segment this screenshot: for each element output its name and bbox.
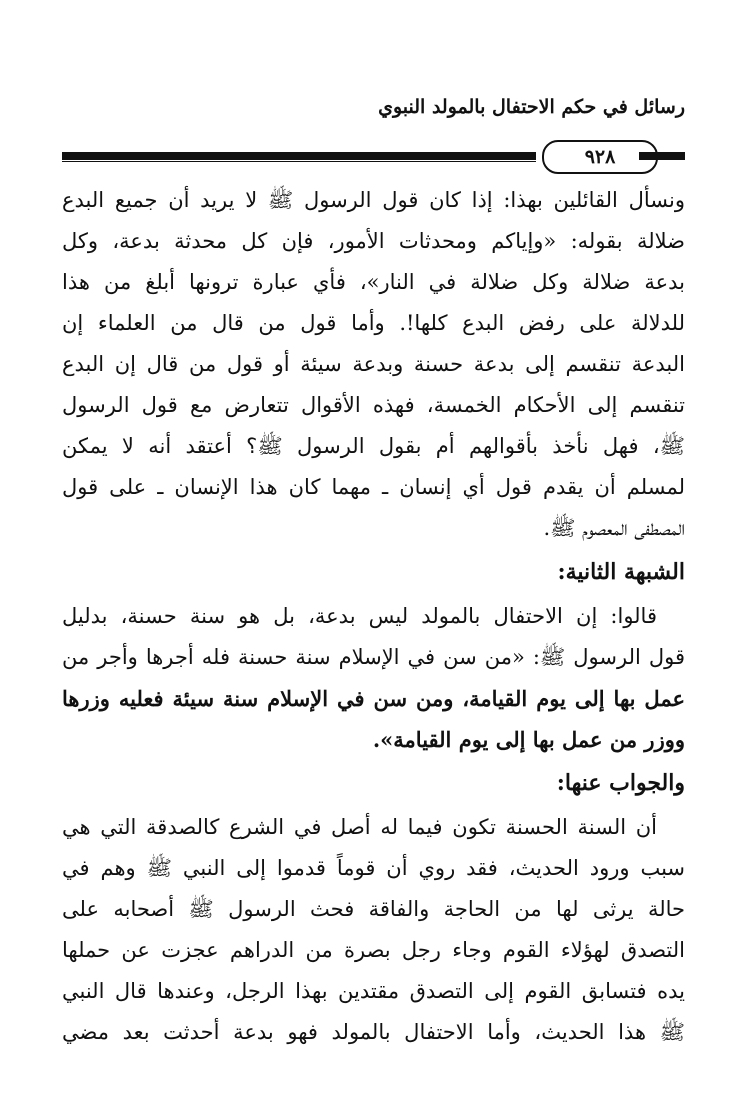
text-line: قول الرسول ﷺ: «من سن في الإسلام سنة حسنة فله أجرها وأجر من [62,645,685,669]
text-line: قالوا: إن الاحتفال بالمولد ليس بدعة، بل هو سنة حسنة، بدليل [62,604,657,628]
header-rule-right [639,152,685,160]
text-line: التصدق لهؤلاء القوم وجاء رجل بصرة من الدراهم عجزت عن حملها [62,938,685,962]
text-line: المصطفى المعصوم ﷺ. [543,516,685,540]
text-line: ونسأل القائلين بهذا: إذا كان قول الرسول ﷺ لا يريد أن جميع البدع [62,188,685,212]
text-line: عمل بها إلى يوم القيامة، ومن سن في الإسلام سنة سيئة فعليه وزرها [62,686,685,711]
text-line: يده فتسابق القوم إلى التصدق مقتدين بهذا الرجل، وعندها قال النبي [62,979,685,1003]
text-line: تنقسم إلى الأحكام الخمسة، فهذه الأقوال تتعارض مع قول الرسول [62,393,685,417]
text-line: لمسلم أن يقدم قول أي إنسان ـ مهما كان هذا الإنسان ـ على قول [62,475,685,499]
text-line: البدعة تنقسم إلى بدعة حسنة وبدعة سيئة أو قول من قال إن البدع [62,352,685,376]
header-rule [62,140,685,180]
text-line: ﷺ، فهل نأخذ بأقوالهم أم بقول الرسول ﷺ؟ أعتقد أنه لا يمكن [62,434,685,458]
text-line: ووزر من عمل بها إلى يوم القيامة». [372,727,685,752]
header-rule-left [62,152,536,160]
text-line: ضلالة بقوله: «وإياكم ومحدثات الأمور، فإن كل محدثة بدعة، وكل [62,229,685,253]
section-heading-answer: والجواب عنها: [556,770,685,796]
text-line: ﷺ هذا الحديث، وأما الاحتفال بالمولد فهو بدعة أحدثت بعد مضي [62,1020,685,1044]
body-text [62,180,685,1053]
page-number: ٩٢٨ [542,140,658,174]
text-line: حالة يرثى لها من الحاجة والفاقة فحث الرسول ﷺ أصحابه على [62,897,685,921]
running-title: رسائل في حكم الاحتفال بالمولد النبوي [378,96,685,118]
section-heading-second-doubt: الشبهة الثانية: [557,559,685,585]
text-line: أن السنة الحسنة تكون فيما له أصل في الشرع كالصدقة التي هي [62,815,657,839]
text-line: بدعة ضلالة وكل ضلالة في النار»، فأي عبارة ترونها أبلغ من هذا [62,270,685,294]
text-line: للدلالة على رفض البدع كلها!. وأما قول من قال من العلماء إن [62,311,685,335]
text-line: سبب ورود الحديث، فقد روي أن قوماً قدموا إلى النبي ﷺ وهم في [62,856,685,880]
